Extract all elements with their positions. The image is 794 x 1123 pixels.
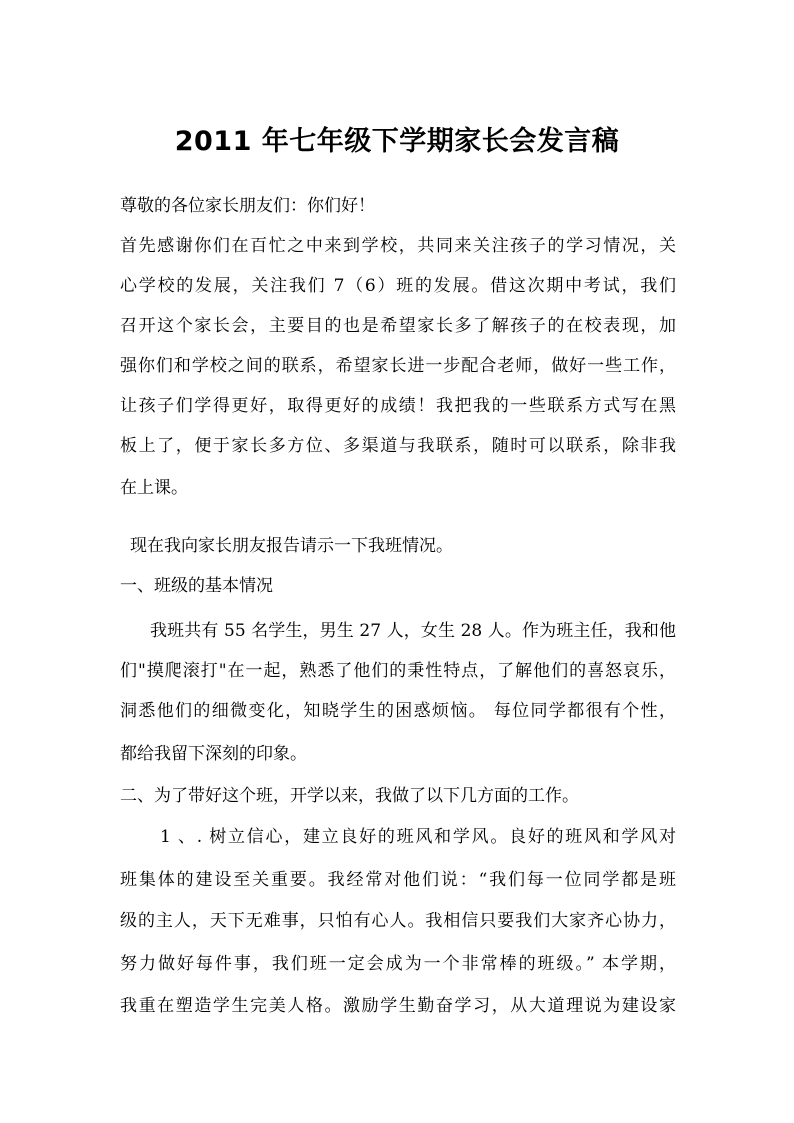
paragraph-line: 1 、. 树立信心，建立良好的班风和学风。良好的班风和学风对	[160, 827, 676, 847]
section-heading: 一、班级的基本情况	[120, 576, 273, 596]
section-heading: 二、为了带好这个班，开学以来，我做了以下几方面的工作。	[120, 786, 579, 806]
paragraph-line: 让孩子们学得更好，取得更好的成绩！我把我的一些联系方式写在黑	[120, 396, 676, 416]
paragraph-line: 在上课。	[120, 478, 188, 498]
paragraph-line: 召开这个家长会，主要目的也是希望家长多了解孩子的在校表现，加	[120, 316, 676, 336]
paragraph-line: 班集体的建设至关重要。我经常对他们说：“我们每一位同学都是班	[120, 870, 676, 890]
report-intro-line: 现在我向家长朋友报告请示一下我班情况。	[130, 536, 453, 556]
paragraph-line: 心学校的发展，关注我们 7（6）班的发展。借这次期中考试，我们	[120, 276, 676, 296]
paragraph-line: 努力做好每件事，我们班一定会成为一个非常棒的班级。” 本学期，	[120, 954, 676, 974]
document-title: 2011 年七年级下学期家长会发言稿	[174, 126, 620, 157]
paragraph-line: 都给我留下深刻的印象。	[120, 744, 307, 764]
paragraph-line: 强你们和学校之间的联系，希望家长进一步配合老师，做好一些工作，	[120, 356, 676, 376]
paragraph-line: 我班共有 55 名学生，男生 27 人，女生 28 人。作为班主任，我和他	[150, 621, 676, 641]
paragraph-line: 我重在塑造学生完美人格。激励学生勤奋学习，从大道理说为建设家	[120, 996, 676, 1016]
paragraph-line: 级的主人，天下无难事，只怕有心人。我相信只要我们大家齐心协力，	[120, 911, 676, 931]
paragraph-line: 洞悉他们的细微变化，知晓学生的困惑烦恼。 每位同学都很有个性，	[120, 701, 676, 721]
paragraph-line: 板上了，便于家长多方位、多渠道与我联系，随时可以联系，除非我	[120, 436, 676, 456]
paragraph-line: 们"摸爬滚打"在一起，熟悉了他们的秉性特点，了解他们的喜怒哀乐，	[120, 661, 676, 681]
paragraph-line: 首先感谢你们在百忙之中来到学校，共同来关注孩子的学习情况，关	[120, 236, 676, 256]
greeting-line: 尊敬的各位家长朋友们：你们好！	[120, 196, 375, 216]
